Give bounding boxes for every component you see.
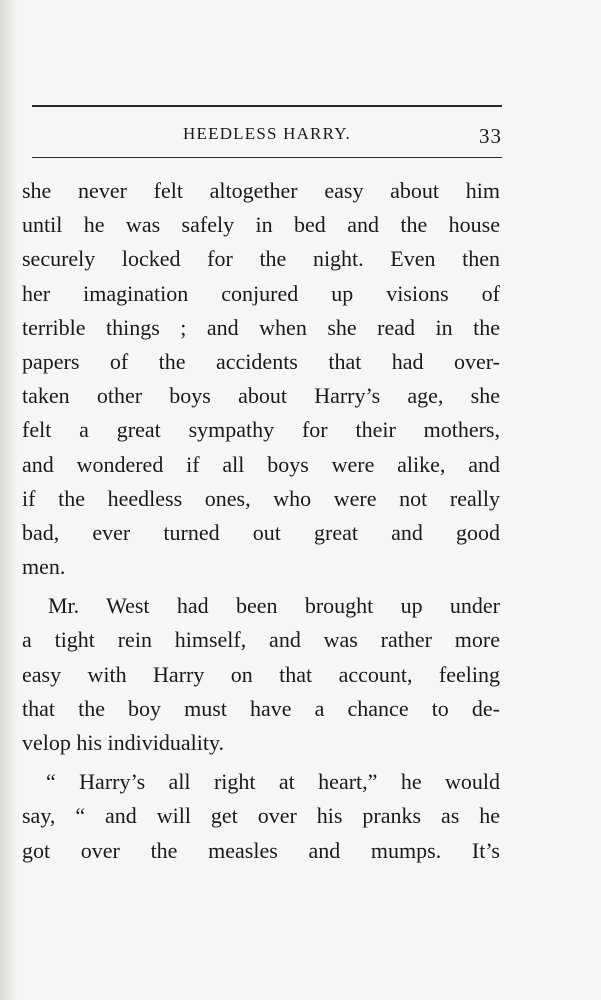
header-rule-bottom: [32, 157, 502, 158]
text-line: papers of the accidents that had over-: [22, 348, 500, 374]
paragraph: [22, 174, 500, 584]
text-line: terrible things ; and when she read in the: [22, 314, 500, 340]
text-line: men.: [22, 554, 66, 580]
text-line: she never felt altogether easy about him: [22, 178, 500, 203]
page-gutter-shadow: [0, 0, 18, 1000]
text-line: and wondered if all boys were alike, and: [22, 451, 500, 477]
running-title: HEEDLESS HARRY.: [183, 124, 351, 143]
text-line: velop his individuality.: [22, 730, 225, 755]
body-text: [22, 174, 500, 868]
text-line: her imagination conjured up visions of: [22, 280, 500, 306]
text-line: Mr. West had been brought up under: [48, 593, 500, 619]
header-rule-top: [32, 105, 502, 107]
text-line: felt a great sympathy for their mothers,: [22, 417, 500, 443]
running-head: [32, 118, 502, 148]
text-line: a tight rein himself, and was rather more: [22, 627, 500, 653]
text-line: got over the measles and mumps. It’s: [22, 837, 500, 863]
text-line: “ Harry’s all right at heart,” he would: [46, 769, 500, 795]
paragraph: [22, 589, 500, 760]
paragraph: [22, 765, 500, 868]
text-line: that the boy must have a chance to de-: [22, 695, 500, 721]
text-line: taken other boys about Harry’s age, she: [22, 383, 500, 409]
text-line: easy with Harry on that account, feeling: [22, 661, 500, 687]
text-line: until he was safely in bed and the house: [22, 212, 500, 238]
text-line: if the heedless ones, who were not really: [22, 485, 500, 511]
text-line: bad, ever turned out great and good: [22, 519, 500, 545]
page-number: 33: [479, 124, 502, 148]
text-line: say, “ and will get over his pranks as he: [22, 803, 500, 829]
text-line: securely locked for the night. Even then: [22, 246, 500, 272]
